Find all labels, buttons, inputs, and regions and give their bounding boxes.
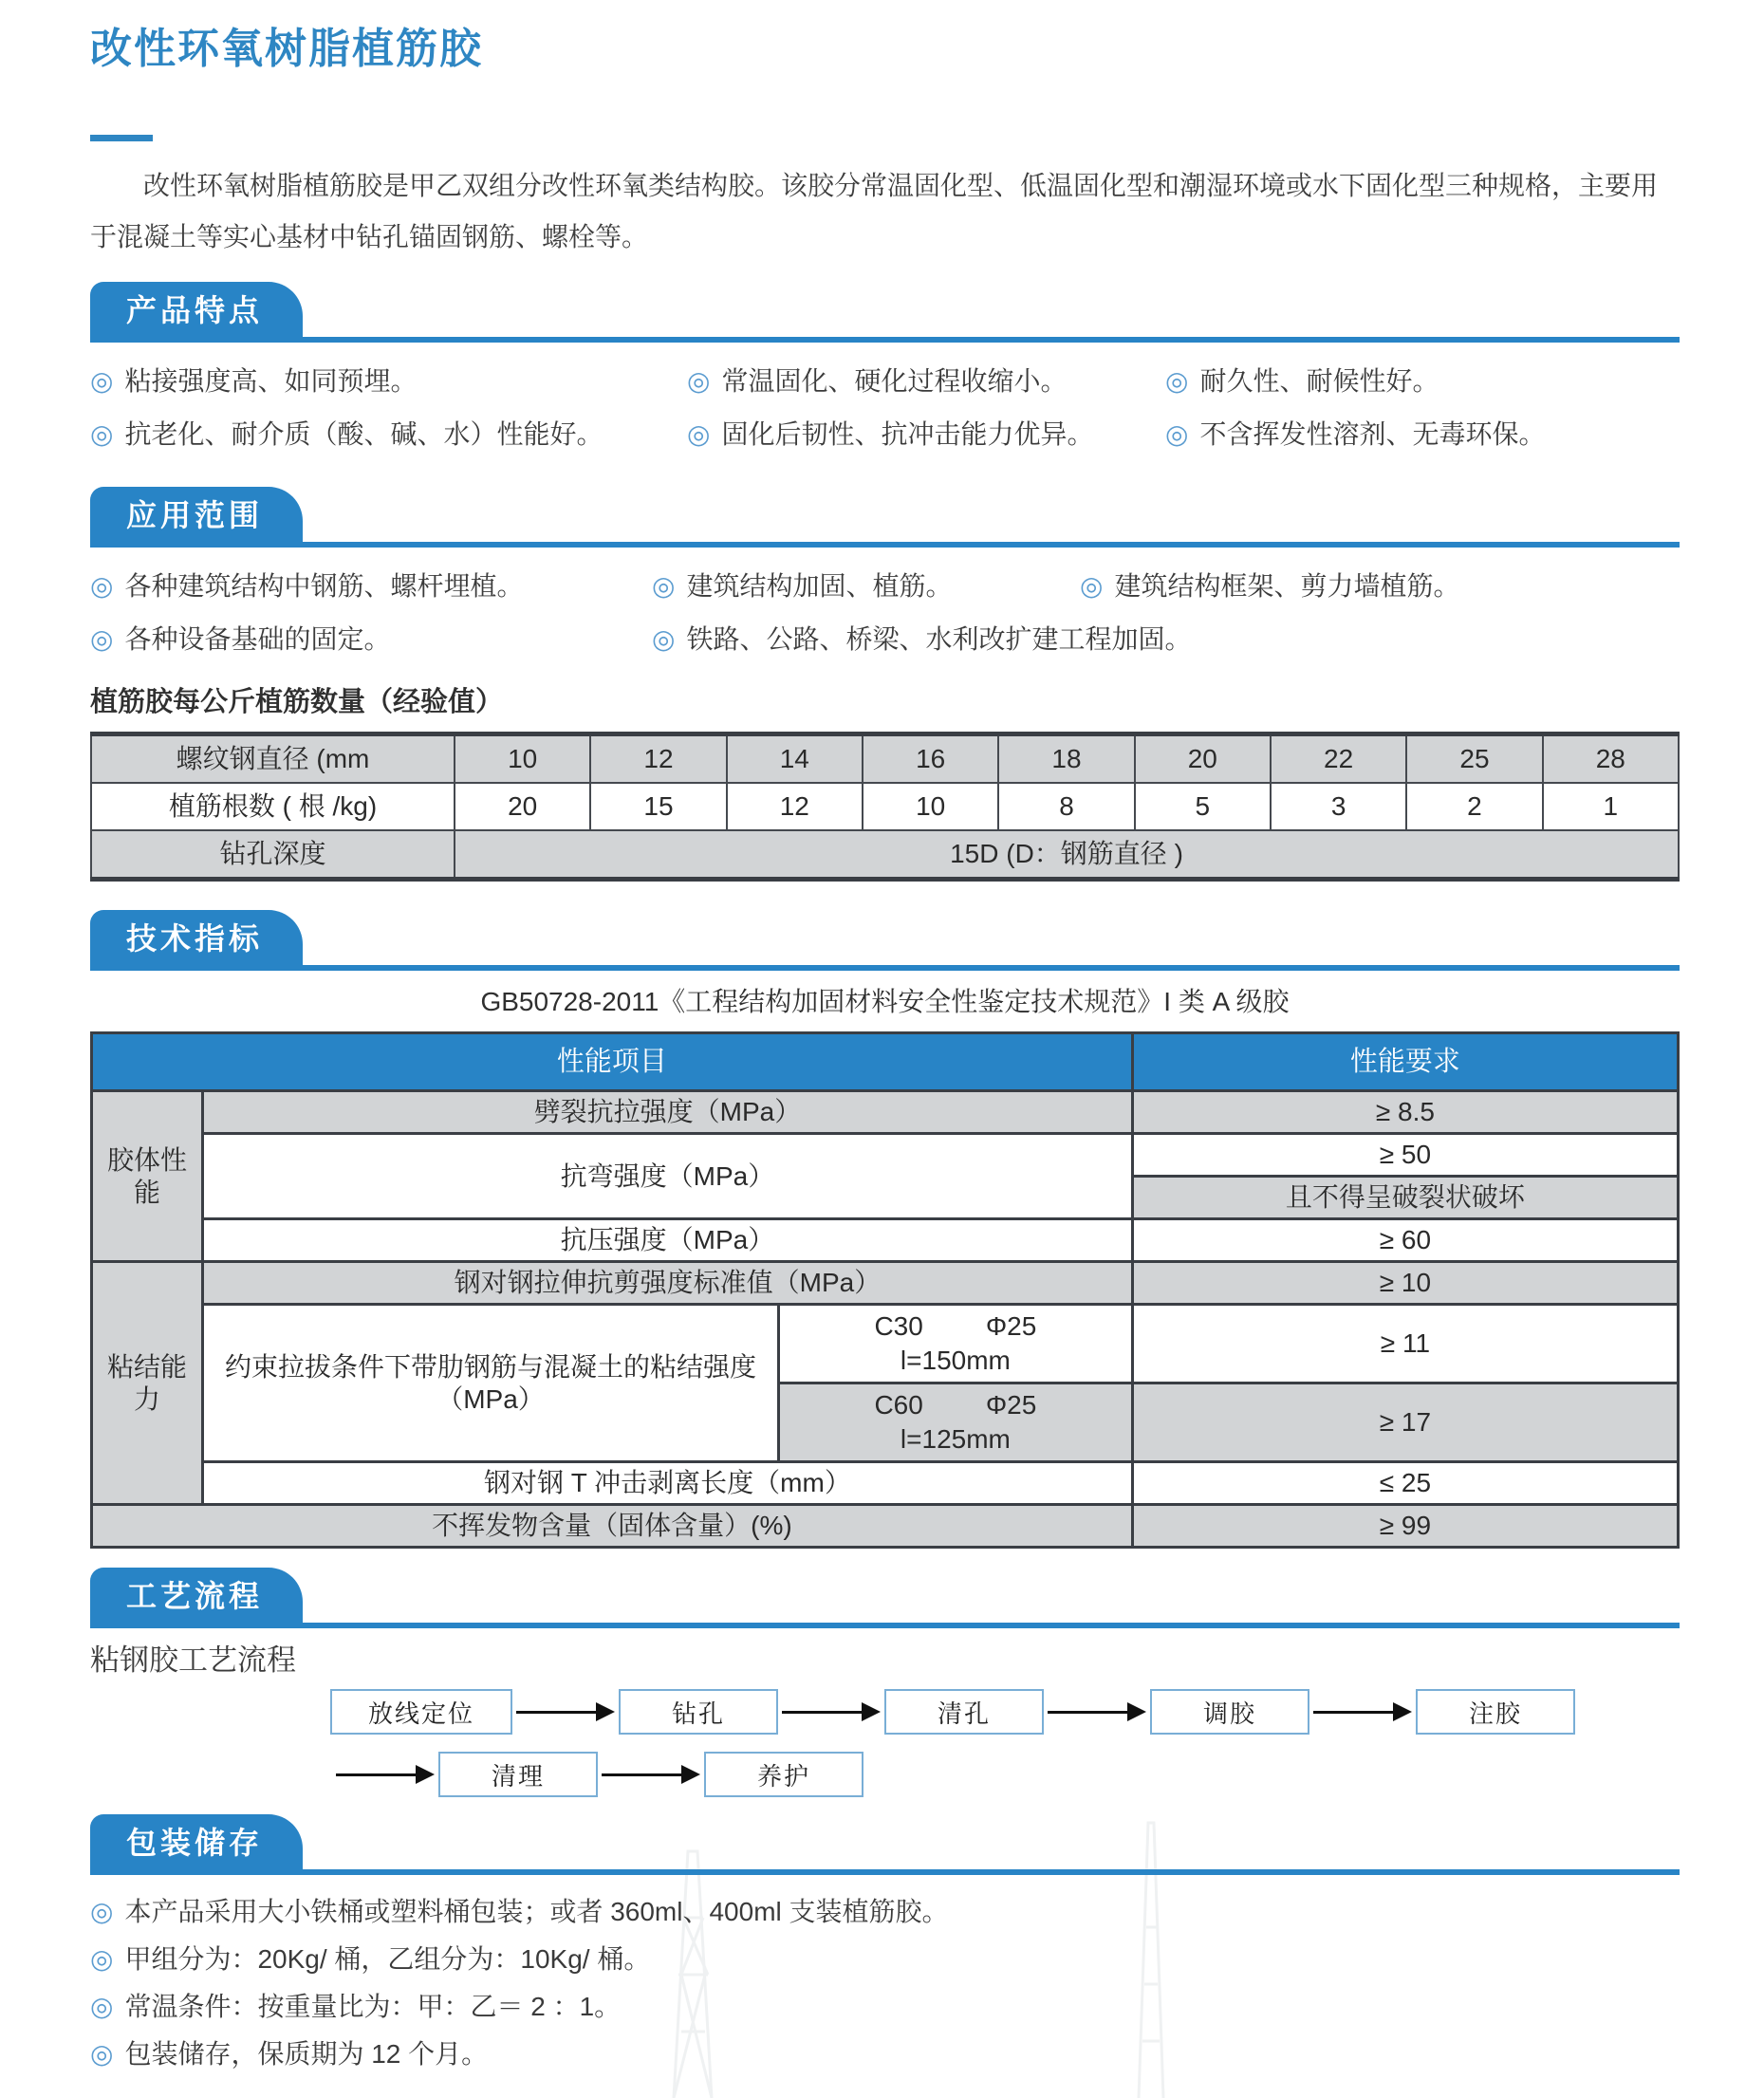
packaging-text: 包装储存，保质期为 12 个月。 [124,2039,489,2069]
packaging-text: 甲组分为：20Kg/ 桶，乙组分为：10Kg/ 桶。 [124,1944,651,1974]
tech-item-name: 抗弯强度（MPa） [203,1134,1133,1219]
condition-line1 [786,1388,1125,1422]
rebar-count-cell: 5 [1135,783,1271,830]
rebar-count-cell: 10 [863,783,998,830]
feature-text: 抗老化、耐介质（酸、碱、水）性能好。 [124,419,603,449]
bullet-icon: ◎ [90,1992,114,2021]
feature-text: 固化后韧性、抗冲击能力优异。 [721,419,1094,449]
bullet-icon: ◎ [90,366,114,396]
bar-diameter: Φ25 [985,1311,1037,1341]
rebar-diameter-cell: 22 [1271,734,1406,784]
bullet-icon: ◎ [1165,366,1189,396]
rebar-count-label: 植筋根数 ( 根 /kg) [91,783,455,830]
flow-arrow-icon [1048,1711,1127,1714]
application-item [652,566,1080,606]
title-underline [90,135,153,141]
flow-step: 清孔 [884,1689,1044,1735]
application-item [652,620,1680,659]
page-content [90,0,1680,2074]
concrete-grade: C60 [874,1390,923,1420]
flow-arrow-icon [1313,1711,1393,1714]
tech-row-shear [92,1262,1679,1305]
tech-spec-table [90,1031,1680,1549]
packaging-item [90,1987,1680,2027]
bullet-icon: ◎ [90,571,114,601]
flow-step: 钻孔 [619,1689,778,1735]
tech-item-req: ≥ 10 [1132,1262,1678,1305]
rebar-count-cell: 1 [1543,783,1679,830]
bullet-icon: ◎ [687,366,711,396]
rebar-depth-row [91,830,1679,880]
packaging-item [90,1892,1680,1932]
rebar-diameter-cell: 10 [455,734,590,784]
tech-col-req: 性能要求 [1132,1033,1678,1091]
section-header-tech [90,910,1680,971]
flow-step: 放线定位 [330,1689,512,1735]
rebar-count-table [90,732,1680,882]
tech-group-bond: 粘结能力 [92,1262,203,1505]
tech-row-pullout-c30 [92,1305,1679,1383]
process-flow-row2 [332,1752,1680,1797]
features-list [90,362,1680,455]
tech-item-name: 不挥发物含量（固体含量）(%) [92,1505,1133,1548]
feature-item [687,415,1165,455]
feature-text: 粘接强度高、如同预埋。 [124,366,418,396]
flow-step: 清理 [438,1752,598,1797]
feature-text: 耐久性、耐候性好。 [1199,366,1439,396]
tech-item-req: ≥ 60 [1132,1219,1678,1262]
bullet-icon: ◎ [90,1944,114,1974]
packaging-item [90,2034,1680,2074]
feature-text: 常温固化、硬化过程收缩小。 [721,366,1068,396]
rebar-count-cell: 3 [1271,783,1406,830]
flow-step: 注胶 [1416,1689,1575,1735]
anchor-length: l=125mm [900,1424,1011,1454]
tech-row-bending [92,1134,1679,1177]
section-title-applications: 应用范围 [90,487,303,542]
rebar-depth-label: 钻孔深度 [91,830,455,880]
anchor-length: l=150mm [900,1346,1011,1375]
flow-arrow-icon [782,1711,862,1714]
bullet-icon: ◎ [90,2039,114,2069]
application-text: 各种设备基础的固定。 [124,624,391,654]
flow-arrow-icon [602,1773,681,1776]
intro-paragraph: 改性环氧树脂植筋胶是甲乙双组分改性环氧类结构胶。该胶分常温固化型、低温固化型和潮湿环境或水下固化型三种规格，主要用于混凝土等实心基材中钻孔锚固钢筋、螺栓等。 [90,171,1659,251]
process-subtitle: 粘钢胶工艺流程 [90,1643,296,1677]
tech-condition-cell [778,1305,1132,1383]
tech-item-req: ≥ 8.5 [1132,1091,1678,1134]
feature-item [90,362,687,401]
packaging-text: 常温条件：按重量比为：甲：乙＝ 2 ：1。 [124,1992,622,2021]
packaging-list [90,1892,1680,2074]
application-text: 建筑结构加固、植筋。 [686,571,953,601]
rebar-count-cell: 20 [455,783,590,830]
rebar-count-cell: 15 [590,783,726,830]
section-title-tech: 技术指标 [90,910,303,965]
page-title: 改性环氧树脂植筋胶 [90,26,483,72]
rebar-diameter-cell: 14 [727,734,863,784]
bar-diameter: Φ25 [985,1390,1037,1420]
tech-item-name: 钢对钢 T 冲击剥离长度（mm） [203,1462,1133,1505]
section-header-packaging [90,1814,1680,1875]
tech-item-req-note: 且不得呈破裂状破坏 [1132,1177,1678,1219]
application-text: 铁路、公路、桥梁、水利改扩建工程加固。 [686,624,1192,654]
application-item [90,620,652,659]
concrete-grade: C30 [874,1311,923,1341]
section-header-process [90,1568,1680,1628]
tech-row-peel [92,1462,1679,1505]
application-item [1080,566,1680,606]
packaging-item [90,1940,1680,1979]
tech-item-name: 劈裂抗拉强度（MPa） [203,1091,1133,1134]
rebar-table-caption: 植筋胶每公斤植筋数量（经验值） [90,687,504,717]
flow-step: 养护 [704,1752,863,1797]
rebar-diameter-cell: 16 [863,734,998,784]
tech-item-name: 钢对钢拉伸抗剪强度标准值（MPa） [203,1262,1133,1305]
tech-item-req: ≥ 50 [1132,1134,1678,1177]
applications-list [90,566,1680,659]
bullet-icon: ◎ [90,419,114,449]
standard-note: GB50728-2011《工程结构加固材料安全性鉴定技术规范》I 类 A 级胶 [480,987,1290,1016]
section-title-packaging: 包装储存 [90,1814,303,1869]
tech-row-compressive [92,1219,1679,1262]
feature-item [90,415,687,455]
rebar-diameter-cell: 18 [998,734,1134,784]
bullet-icon: ◎ [652,624,676,654]
rebar-diameter-cell: 12 [590,734,726,784]
section-header-features [90,282,1680,343]
rebar-diameter-cell: 25 [1406,734,1542,784]
flow-step: 调胶 [1150,1689,1309,1735]
tech-col-item: 性能项目 [92,1033,1133,1091]
rebar-diameter-cell: 28 [1543,734,1679,784]
bullet-icon: ◎ [90,1897,114,1926]
rebar-count-cell: 2 [1406,783,1542,830]
feature-item [687,362,1165,401]
tech-row-split-tensile [92,1091,1679,1134]
tech-condition-cell [778,1383,1132,1462]
bullet-icon: ◎ [90,624,114,654]
process-flow-row1 [330,1689,1680,1735]
packaging-text: 本产品采用大小铁桶或塑料桶包装；或者 360ml、400ml 支装植筋胶。 [124,1897,949,1926]
bullet-icon: ◎ [652,571,676,601]
rebar-count-cell: 8 [998,783,1134,830]
application-text: 建筑结构框架、剪力墙植筋。 [1114,571,1460,601]
section-header-applications [90,487,1680,548]
rebar-diameter-row [91,734,1679,784]
feature-text: 不含挥发性溶剂、无毒环保。 [1199,419,1546,449]
rebar-diameter-cell: 20 [1135,734,1271,784]
application-item [90,566,652,606]
bullet-icon: ◎ [687,419,711,449]
tech-item-name: 抗压强度（MPa） [203,1219,1133,1262]
section-title-process: 工艺流程 [90,1568,303,1623]
section-title-features: 产品特点 [90,282,303,337]
bullet-icon: ◎ [1165,419,1189,449]
tech-item-req: ≥ 99 [1132,1505,1678,1548]
application-text: 各种建筑结构中钢筋、螺杆埋植。 [124,571,524,601]
flow-arrow-icon [516,1711,596,1714]
tech-item-req: ≥ 11 [1132,1305,1678,1383]
tech-header-row [92,1033,1679,1091]
feature-item [1165,415,1680,455]
tech-item-name: 约束拉拔条件下带肋钢筋与混凝土的粘结强度（MPa） [203,1305,779,1462]
tech-item-req: ≤ 25 [1132,1462,1678,1505]
flow-arrow-icon [336,1773,416,1776]
rebar-count-cell: 12 [727,783,863,830]
bullet-icon: ◎ [1080,571,1104,601]
rebar-count-row [91,783,1679,830]
condition-line1 [786,1309,1125,1344]
tech-item-req: ≥ 17 [1132,1383,1678,1462]
rebar-depth-value: 15D (D：钢筋直径 ) [455,830,1679,880]
tech-group-glue: 胶体性能 [92,1091,203,1262]
feature-item [1165,362,1680,401]
tech-row-solids [92,1505,1679,1548]
rebar-diameter-label: 螺纹钢直径 (mm [91,734,455,784]
